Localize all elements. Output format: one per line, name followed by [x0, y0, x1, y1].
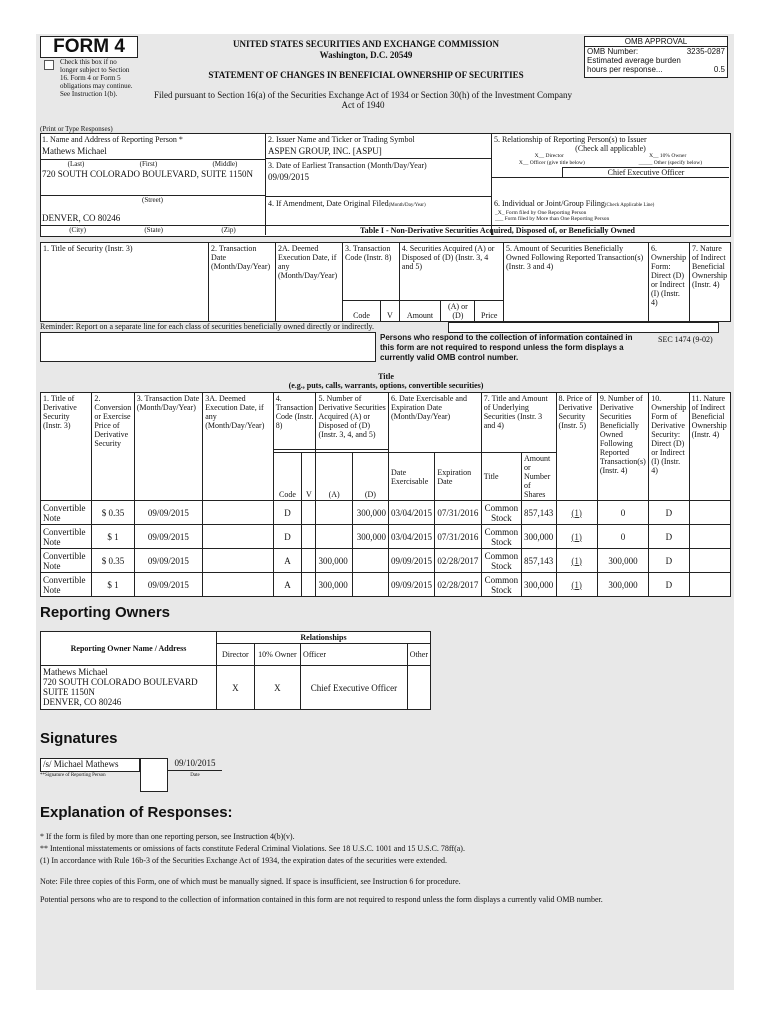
owner-officer-value: Chief Executive Officer	[301, 666, 408, 710]
t1-col5: 5. Amount of Securities Beneficially Owned Following Reported Transaction(s) (Instr. 3 and 4)	[504, 243, 649, 322]
t1-v: V	[381, 301, 400, 322]
row-price: $ 1	[92, 573, 134, 597]
t2-h10: 10. Ownership Form of Derivative Security: Direct (D) or Indirect (I) (Instr. 4)	[649, 393, 689, 501]
box-3	[266, 159, 492, 197]
box6-label-small: (Check Applicable Line)	[604, 203, 655, 208]
explanation-l1: * If the form is filed by more than one reporting person, see Instruction 4(b)(v).	[40, 832, 295, 841]
t1-col3: 3. Transaction Code (Instr. 8)	[343, 243, 400, 301]
row-exercisable: 03/04/2015	[389, 501, 435, 525]
t2-v: V	[302, 453, 316, 501]
owner-relationships: Relationships	[216, 632, 430, 644]
potential-text: Potential persons who are to respond to the collection of information contained in this form are not required to respond unless the form displays a currently valid OMB number.	[40, 895, 603, 904]
t2-h6: 6. Date Exercisable and Expiration Date (Month/Day/Year)	[389, 393, 482, 453]
reporting-street: 720 SOUTH COLORADO BOULEVARD, SUITE 1150N	[42, 169, 254, 179]
t2-h8: 8. Price of Derivative Security (Instr. 5)	[556, 393, 597, 501]
row-nature	[689, 573, 730, 597]
row-expiration: 07/31/2016	[435, 501, 481, 525]
omb-number: 3235-0287	[686, 47, 725, 56]
row-disposed	[352, 549, 388, 573]
owner-director-value: X	[216, 666, 254, 710]
owner-col-officer: Officer	[301, 644, 408, 666]
row-date: 09/09/2015	[134, 525, 203, 549]
row-v	[302, 525, 316, 549]
signature-label: **Signature of Reporting Person	[40, 773, 106, 778]
row-deemed	[203, 501, 274, 525]
row-v	[302, 549, 316, 573]
earliest-transaction-date: 09/09/2015	[268, 172, 310, 182]
row-deemed	[203, 525, 274, 549]
t1-price: Price	[475, 301, 504, 322]
t2-h3: 3. Transaction Date (Month/Day/Year)	[134, 393, 203, 501]
t2-h7: 7. Title and Amount of Underlying Securities (Instr. 3 and 4)	[481, 393, 556, 453]
signature-spacer	[140, 758, 168, 792]
row-security: Convertible Note	[41, 573, 92, 597]
table2-body	[41, 501, 731, 597]
table2-title: Title	[378, 372, 394, 381]
table1-title: Table I - Non-Derivative Securities Acquired, Disposed of, or Beneficially Owned	[266, 225, 729, 236]
row-form: D	[649, 573, 689, 597]
row-date: 09/09/2015	[134, 501, 203, 525]
signature-block	[40, 758, 220, 790]
t2-title: Title	[481, 453, 521, 501]
row-form: D	[649, 525, 689, 549]
row-acquired: 300,000	[316, 573, 352, 597]
row-exercisable: 03/04/2015	[389, 525, 435, 549]
relationship-other: _____ Other (specify below)	[638, 160, 703, 166]
reporting-citystate: DENVER, CO 80246	[42, 213, 121, 223]
row-exercisable: 09/09/2015	[389, 573, 435, 597]
row-footnote[interactable]: (1)	[556, 549, 597, 573]
reminder-box-left	[40, 332, 376, 362]
t2-d: (D)	[352, 453, 388, 501]
relationship-ten-pct: X__ 10% Owner	[649, 153, 687, 159]
box-2	[266, 133, 492, 159]
t1-col2a: 2A. Deemed Execution Date, if any (Month/Day/Year)	[276, 243, 343, 322]
owner-name-address	[41, 666, 217, 710]
owner-addr3: DENVER, CO 80246	[43, 697, 122, 707]
reminder-text: Reminder: Report on a separate line for each class of securities beneficially owned directly or indirectly.	[40, 322, 375, 331]
row-price: $ 0.35	[92, 549, 134, 573]
box-6	[492, 197, 729, 221]
owner-name: Mathews Michael	[43, 667, 108, 677]
row-code: A	[273, 573, 302, 597]
filing-more: ___ Form filed by More than One Reporting Person	[495, 216, 610, 222]
row-exercisable: 09/09/2015	[389, 549, 435, 573]
t2-h2: 2. Conversion or Exercise Price of Derivative Security	[92, 393, 134, 501]
box-5	[492, 133, 729, 178]
no-longer-subject-checkbox[interactable]	[44, 60, 54, 70]
owner-col-other: Other	[407, 644, 430, 666]
reminder-box	[448, 322, 719, 333]
first-label: (First)	[139, 160, 158, 168]
row-date: 09/09/2015	[134, 549, 203, 573]
omb-title: OMB APPROVAL	[585, 37, 727, 47]
note-text: Note: File three copies of this Form, one of which must be manually signed. If space is insufficient, see Instruction 6 for procedure.	[40, 877, 461, 886]
table-1	[40, 242, 731, 322]
row-title: Common Stock	[481, 549, 521, 573]
owners-table	[40, 631, 431, 710]
row-footnote[interactable]: (1)	[556, 525, 597, 549]
t1-aord: (A) or (D)	[441, 301, 475, 322]
row-security: Convertible Note	[41, 501, 92, 525]
box2-label: 2. Issuer Name and Ticker or Trading Symbol	[268, 135, 415, 144]
owner-col-name: Reporting Owner Name / Address	[41, 632, 217, 666]
t2-h4: 4. Transaction Code (Instr. 8)	[273, 393, 316, 450]
t2-h11: 11. Nature of Indirect Beneficial Ownership (Instr. 4)	[689, 393, 730, 501]
row-footnote[interactable]: (1)	[556, 501, 597, 525]
row-v	[302, 501, 316, 525]
t2-h5: 5. Number of Derivative Securities Acquired (A) or Disposed of (D) (Instr. 3, 4, and 5)	[316, 393, 389, 450]
row-shares: 857,143	[522, 501, 557, 525]
persons-notice: Persons who respond to the collection of information contained in this form are not required to respond unless the form displays a currently valid OMB control number.	[380, 333, 633, 362]
state-label: (State)	[144, 226, 163, 234]
t2-h1: 1. Title of Derivative Security (Instr. 3)	[41, 393, 92, 501]
omb-approval-box	[584, 36, 728, 78]
omb-hours: 0.5	[713, 65, 725, 74]
row-deemed	[203, 573, 274, 597]
name-labels	[40, 159, 265, 168]
row-security: Convertible Note	[41, 525, 92, 549]
explanation-heading: Explanation of Responses:	[40, 804, 233, 821]
box-1	[40, 133, 266, 235]
t1-amount: Amount	[399, 301, 441, 322]
omb-number-label: OMB Number:	[587, 47, 639, 56]
t1-col1: 1. Title of Security (Instr. 3)	[41, 243, 209, 322]
box6-label: 6. Individual or Joint/Group Filing	[494, 199, 605, 208]
officer-title: Chief Executive Officer	[562, 167, 729, 177]
reporting-person-name: Mathews Michael	[42, 146, 107, 156]
t1-col2: 2. Transaction Date (Month/Day/Year)	[209, 243, 276, 322]
row-acquired: 300,000	[316, 549, 352, 573]
box3-label: 3. Date of Earliest Transaction (Month/Day/Year)	[268, 161, 427, 170]
issuer-name: ASPEN GROUP, INC. [ASPU]	[268, 146, 382, 156]
owner-other-value	[407, 666, 430, 710]
t2-exp: Expiration Date	[435, 453, 481, 501]
table-row	[41, 573, 731, 597]
form-page	[36, 34, 734, 990]
row-title: Common Stock	[481, 573, 521, 597]
row-form: D	[649, 501, 689, 525]
row-owned: 0	[597, 525, 648, 549]
box4-label-small: (Month/Day/Year)	[388, 203, 426, 208]
owner-ten-value: X	[254, 666, 300, 710]
omb-burden-label: Estimated average burden	[587, 56, 681, 65]
box5-sub: (Check all applicable)	[575, 144, 646, 153]
city-labels	[40, 225, 265, 234]
table2-subtitle: (e.g., puts, calls, warrants, options, convertible securities)	[288, 381, 484, 390]
row-code: D	[273, 501, 302, 525]
row-shares: 857,143	[522, 549, 557, 573]
agency-city: Washington, D.C. 20549	[319, 50, 413, 60]
explanation-l3: (1) In accordance with Rule 16b-3 of the Securities Exchange Act of 1934, the expiration dates of the securities were extended.	[40, 856, 447, 865]
row-disposed	[352, 573, 388, 597]
row-disposed: 300,000	[352, 501, 388, 525]
table-2	[40, 392, 731, 597]
row-price: $ 0.35	[92, 501, 134, 525]
filed-pursuant: Filed pursuant to Section 16(a) of the Securities Exchange Act of 1934 or Section 30(h) of the Investment Company Act of 1940	[154, 90, 572, 110]
table-row	[41, 549, 731, 573]
row-date: 09/09/2015	[134, 573, 203, 597]
street-label: (Street)	[40, 195, 265, 204]
check-box-text: Check this box if no longer subject to Section 16. Form 4 or Form 5 obligations may continue. See Instruction 1(b).	[60, 58, 133, 98]
row-v	[302, 573, 316, 597]
form-title: FORM 4	[40, 36, 138, 58]
owner-col-ten: 10% Owner	[254, 644, 300, 666]
t2-h3a: 3A. Deemed Execution Date, if any (Month/Day/Year)	[203, 393, 274, 501]
print-type: (Print or Type Responses)	[40, 125, 113, 133]
row-owned: 300,000	[597, 549, 648, 573]
t2-a: (A)	[316, 453, 352, 501]
last-label: (Last)	[67, 160, 85, 168]
signatures-heading: Signatures	[40, 730, 118, 747]
statement-title: STATEMENT OF CHANGES IN BENEFICIAL OWNERSHIP OF SECURITIES	[208, 70, 524, 80]
row-security: Convertible Note	[41, 549, 92, 573]
omb-hours-label: hours per response...	[587, 65, 663, 74]
signature-date-label: Date	[190, 773, 200, 778]
owners-heading: Reporting Owners	[40, 604, 171, 621]
t1-col4: 4. Securities Acquired (A) or Disposed of (D) (Instr. 3, 4 and 5)	[399, 243, 503, 301]
t1-col6: 6. Ownership Form: Direct (D) or Indirect (I) (Instr. 4)	[649, 243, 690, 322]
owner-addr2: SUITE 1150N	[43, 687, 95, 697]
box4-label: 4. If Amendment, Date Original Filed	[268, 199, 389, 208]
row-footnote[interactable]: (1)	[556, 573, 597, 597]
t2-h9: 9. Number of Derivative Securities Beneficially Owned Following Reported Transaction(s) (Instr. 4)	[597, 393, 648, 501]
row-disposed: 300,000	[352, 525, 388, 549]
relationship-officer: X__ Officer (give title below)	[518, 160, 585, 166]
row-owned: 0	[597, 501, 648, 525]
row-title: Common Stock	[481, 525, 521, 549]
agency-name: UNITED STATES SECURITIES AND EXCHANGE COMMISSION	[233, 39, 499, 49]
t1-col7: 7. Nature of Indirect Beneficial Ownership (Instr. 4)	[690, 243, 731, 322]
row-nature	[689, 525, 730, 549]
row-shares: 300,000	[522, 525, 557, 549]
box1-label: 1. Name and Address of Reporting Person *	[42, 135, 183, 144]
row-price: $ 1	[92, 525, 134, 549]
filing-one: _X_ Form filed by One Reporting Person	[495, 210, 587, 216]
row-title: Common Stock	[481, 501, 521, 525]
t2-amt: Amount or Number of Shares	[522, 453, 557, 501]
row-expiration: 02/28/2017	[435, 549, 481, 573]
table-row	[41, 501, 731, 525]
row-form: D	[649, 549, 689, 573]
city-label: (City)	[69, 226, 86, 234]
row-nature	[689, 549, 730, 573]
explanation-l2: ** Intentional misstatements or omissions of facts constitute Federal Criminal Violations. See 18 U.S.C. 1001 and 15 U.S.C. 78ff(a).	[40, 844, 465, 853]
table-row	[41, 525, 731, 549]
t2-date-ex: Date Exercisable	[389, 453, 435, 501]
owner-addr1: 720 SOUTH COLORADO BOULEVARD	[43, 677, 198, 687]
row-code: D	[273, 525, 302, 549]
signature-value: /s/ Michael Mathews	[40, 758, 140, 772]
row-acquired	[316, 525, 352, 549]
row-expiration: 07/31/2016	[435, 525, 481, 549]
box5-label: 5. Relationship of Reporting Person(s) to Issuer	[494, 135, 647, 144]
row-deemed	[203, 549, 274, 573]
t1-code: Code	[343, 301, 381, 322]
owner-col-director: Director	[216, 644, 254, 666]
t2-code: Code	[273, 453, 302, 501]
zip-label: (Zip)	[221, 226, 236, 234]
row-nature	[689, 501, 730, 525]
middle-label: (Middle)	[212, 160, 238, 168]
row-shares: 300,000	[522, 573, 557, 597]
row-owned: 300,000	[597, 573, 648, 597]
sec-number: SEC 1474 (9-02)	[658, 335, 713, 344]
signature-date: 09/10/2015	[168, 758, 222, 771]
row-acquired	[316, 501, 352, 525]
row-code: A	[273, 549, 302, 573]
row-expiration: 02/28/2017	[435, 573, 481, 597]
relationship-director: X__ Director	[534, 153, 564, 159]
